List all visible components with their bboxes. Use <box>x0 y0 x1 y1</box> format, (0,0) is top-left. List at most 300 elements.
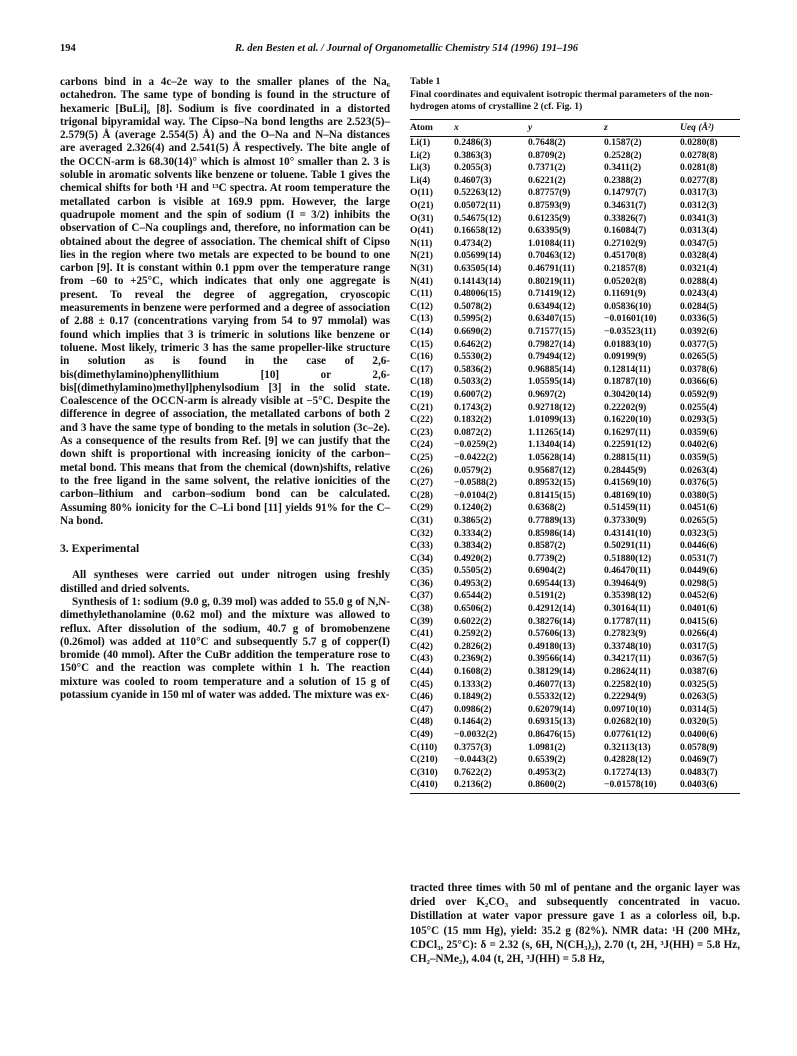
value-cell: 0.86476(15) <box>528 729 576 740</box>
value-cell: 0.5530(2) <box>454 351 492 363</box>
value-cell: 0.09710(10) <box>604 703 652 715</box>
table-row <box>410 162 740 175</box>
atom-cell: C(13) <box>410 313 433 325</box>
table-row <box>410 465 740 478</box>
table-row <box>410 452 740 465</box>
table-row <box>410 729 740 742</box>
value-cell: 0.69315(13) <box>528 716 576 728</box>
value-cell: 0.28445(9) <box>604 464 647 476</box>
value-cell: 0.4607(3) <box>454 174 492 186</box>
value-cell: 0.0313(4) <box>680 225 718 237</box>
value-cell: 0.1849(2) <box>454 691 492 703</box>
value-cell: 0.41569(10) <box>604 477 652 489</box>
atom-cell: C(17) <box>410 363 433 375</box>
value-cell: 0.42912(14) <box>528 603 576 615</box>
value-cell: 0.46077(13) <box>528 678 576 690</box>
value-cell: 0.0320(5) <box>680 716 718 728</box>
table-row <box>410 225 740 238</box>
atom-cell: C(23) <box>410 426 433 438</box>
value-cell: 0.5995(2) <box>454 313 492 325</box>
atom-cell: Li(2) <box>410 149 431 161</box>
value-cell: 0.8709(2) <box>528 149 566 161</box>
value-cell: −0.01578(10) <box>604 779 680 793</box>
value-cell: 0.0284(5) <box>680 300 718 312</box>
value-cell: 0.0278(8) <box>680 149 718 161</box>
atom-cell: C(44) <box>410 666 433 678</box>
value-cell: 0.0872(2) <box>454 426 492 438</box>
value-cell: 0.87757(9) <box>528 187 571 199</box>
value-cell: 0.45170(8) <box>604 250 647 262</box>
value-cell: 0.0579(2) <box>454 464 492 476</box>
value-cell: 0.0323(5) <box>680 527 718 539</box>
page-number: 194 <box>60 43 76 54</box>
value-cell: 0.7371(2) <box>528 162 566 174</box>
value-cell: 0.16220(10) <box>604 414 652 426</box>
value-cell: −0.0032(2) <box>454 729 498 740</box>
value-cell: 0.0312(3) <box>680 200 718 212</box>
value-cell: 0.0400(6) <box>680 729 718 740</box>
value-cell: 1.05595(14) <box>528 376 576 388</box>
value-cell: 0.69544(13) <box>528 577 576 589</box>
body-paragraph-general: All syntheses were carried out under nitrogen using freshly distilled and dried solvents. <box>60 569 390 595</box>
value-cell: 0.0277(8) <box>680 174 718 186</box>
value-cell: 0.34631(7) <box>604 200 647 212</box>
atom-cell: C(38) <box>410 603 433 615</box>
column-header: Atom <box>410 119 454 137</box>
value-cell: 0.02682(10) <box>604 716 652 728</box>
value-cell: 0.14143(14) <box>454 275 502 287</box>
value-cell: 0.95687(12) <box>528 464 576 476</box>
value-cell: 0.38276(14) <box>528 615 576 627</box>
table-row <box>410 288 740 301</box>
value-cell: 0.1608(2) <box>454 666 492 678</box>
value-cell: 0.22294(9) <box>604 691 647 703</box>
value-cell: 0.2369(2) <box>454 653 492 665</box>
atom-cell: C(47) <box>410 703 433 715</box>
table-label: Table 1 <box>410 76 441 87</box>
value-cell: 0.61235(9) <box>528 212 571 224</box>
value-cell: 0.42828(12) <box>604 754 652 766</box>
value-cell: 0.2826(2) <box>454 640 492 652</box>
value-cell: 0.28624(11) <box>604 666 651 678</box>
value-cell: 0.8587(2) <box>528 540 566 552</box>
atom-cell: C(12) <box>410 300 433 312</box>
table-row <box>410 276 740 289</box>
atom-cell: C(410) <box>410 779 454 793</box>
atom-cell: C(22) <box>410 414 433 426</box>
table-header-row <box>410 119 740 137</box>
value-cell: 0.37330(9) <box>604 514 647 526</box>
value-cell: 0.11691(9) <box>604 288 646 300</box>
atom-cell: N(21) <box>410 250 433 262</box>
value-cell: 0.18787(10) <box>604 376 652 388</box>
value-cell: 0.01883(10) <box>604 338 652 350</box>
atom-cell: C(16) <box>410 351 433 363</box>
atom-cell: C(34) <box>410 552 433 564</box>
table-row <box>410 767 740 780</box>
table-row <box>410 490 740 503</box>
value-cell: 1.01099(13) <box>528 414 576 426</box>
table-row <box>410 691 740 704</box>
table-row <box>410 364 740 377</box>
table-row <box>410 653 740 666</box>
value-cell: 0.0592(9) <box>680 388 718 400</box>
value-cell: 0.0359(6) <box>680 426 718 438</box>
value-cell: 0.0280(8) <box>680 137 718 149</box>
value-cell: 0.16658(12) <box>454 225 502 237</box>
value-cell: 0.0378(6) <box>680 363 718 375</box>
left-column <box>60 76 390 702</box>
value-cell: 0.0266(4) <box>680 628 718 640</box>
table-row <box>410 326 740 339</box>
value-cell: 0.17787(11) <box>604 615 651 627</box>
atom-cell: C(110) <box>410 741 438 753</box>
value-cell: −0.0104(2) <box>454 489 498 501</box>
value-cell: 0.2055(3) <box>454 162 492 174</box>
value-cell: 0.0255(4) <box>680 401 718 413</box>
value-cell: 0.0402(6) <box>680 439 718 451</box>
table-row <box>410 779 740 793</box>
value-cell: 0.30420(14) <box>604 388 652 400</box>
value-cell: 0.6462(2) <box>454 338 492 350</box>
atom-cell: C(39) <box>410 615 433 627</box>
atom-cell: O(21) <box>410 200 434 212</box>
value-cell: 0.0377(5) <box>680 338 718 350</box>
value-cell: 0.0317(3) <box>680 187 718 199</box>
value-cell: 0.05072(11) <box>454 200 501 212</box>
value-cell: 0.46470(11) <box>604 565 651 577</box>
value-cell: 0.5505(2) <box>454 565 492 577</box>
body-paragraph-continuation: tracted three times with 50 ml of pentane and the organic layer was dried over K₂CO₃ and subsequently concentrated in vacuo. Distillation at water vapor pressure gave 1 as a colorless oil, b.p. 105°C (15 mm Hg), yield: 35.2 g (82%). NMR data: ¹H (200 MHz, CDCl₃, 25°C): δ = 2.32 (s, 6H, N(CH₃)₂), 2.70 (t, 2H, ³J(HH) = 5.8 Hz, CH₂–NMe₂), 4.04 (t, 2H, ³J(HH) = 5.8 Hz, <box>410 882 740 966</box>
value-cell: 0.0367(5) <box>680 653 718 665</box>
value-cell: 0.43141(10) <box>604 527 652 539</box>
table-row <box>410 754 740 767</box>
table-row <box>410 528 740 541</box>
value-cell: 1.0981(2) <box>528 741 566 753</box>
value-cell: 0.0387(6) <box>680 666 718 678</box>
value-cell: 0.0380(5) <box>680 489 718 501</box>
value-cell: 0.57606(13) <box>528 628 576 640</box>
value-cell: 0.0298(5) <box>680 577 718 589</box>
value-cell: 0.62079(14) <box>528 703 576 715</box>
atom-cell: Li(4) <box>410 174 431 186</box>
table-row <box>410 213 740 226</box>
table-row <box>410 679 740 692</box>
column-header: z <box>604 119 680 137</box>
value-cell: 1.05628(14) <box>528 451 576 463</box>
value-cell: 0.0469(7) <box>680 754 718 766</box>
value-cell: 0.8600(2) <box>528 779 604 793</box>
value-cell: 0.6022(2) <box>454 615 492 627</box>
value-cell: 0.81415(15) <box>528 489 576 501</box>
value-cell: 0.51459(11) <box>604 502 651 514</box>
value-cell: 0.4734(2) <box>454 237 492 249</box>
value-cell: 0.9697(2) <box>528 388 566 400</box>
value-cell: 0.3757(3) <box>454 741 492 753</box>
value-cell: 0.14797(7) <box>604 187 647 199</box>
value-cell: 0.2528(2) <box>604 149 642 161</box>
value-cell: 0.77889(13) <box>528 514 576 526</box>
value-cell: 0.38129(14) <box>528 666 576 678</box>
atom-cell: C(37) <box>410 590 433 602</box>
table-row <box>410 742 740 755</box>
atom-cell: C(46) <box>410 691 433 703</box>
value-cell: 0.3334(2) <box>454 527 492 539</box>
value-cell: 0.0325(5) <box>680 678 718 690</box>
value-cell: 0.2592(2) <box>454 628 492 640</box>
value-cell: 0.39464(9) <box>604 577 647 589</box>
value-cell: 0.48006(15) <box>454 288 502 300</box>
value-cell: 0.49180(13) <box>528 640 576 652</box>
body-paragraph-synthesis: Synthesis of 1: sodium (9.0 g, 0.39 mol) was added to 55.0 g of N,N-dimethylethanolamine (0.62 mol) and the mixture was allowed to reflux. After dissolution of the sodium, 40.7 g of bromobenzene (0.26mol) was added at 110°C and subsequently 5.7 g of copper(I) bromide (40 mmol). After the CuBr addition the temperature rose to 150°C and the reaction was complete within 1 h. The reaction mixture was cooled to room temperature and a solution of 15 g of potassium cyanide in 150 ml of water was added. The mixture was ex- <box>60 595 390 702</box>
table-row <box>410 553 740 566</box>
value-cell: 0.39566(14) <box>528 653 576 665</box>
atom-cell: C(11) <box>410 288 433 300</box>
table-row <box>410 313 740 326</box>
value-cell: 0.54675(12) <box>454 212 502 224</box>
value-cell: 0.63505(14) <box>454 263 502 275</box>
value-cell: 0.4920(2) <box>454 552 492 564</box>
value-cell: 0.92718(12) <box>528 401 576 413</box>
value-cell: −0.0259(2) <box>454 439 498 451</box>
value-cell: 0.0376(5) <box>680 477 718 489</box>
atom-cell: C(32) <box>410 527 433 539</box>
table-row <box>410 628 740 641</box>
value-cell: −0.0443(2) <box>454 754 498 766</box>
table-row <box>410 565 740 578</box>
value-cell: 0.0243(4) <box>680 288 718 300</box>
table-row <box>410 137 740 150</box>
table-row <box>410 187 740 200</box>
value-cell: 0.32113(13) <box>604 741 651 753</box>
value-cell: 0.96885(14) <box>528 363 576 375</box>
value-cell: 0.3411(2) <box>604 162 642 174</box>
column-header: x <box>454 119 528 137</box>
table-row <box>410 339 740 352</box>
value-cell: 0.0293(5) <box>680 414 718 426</box>
value-cell: 0.6368(2) <box>528 502 566 514</box>
value-cell: 0.1587(2) <box>604 137 642 149</box>
value-cell: 0.89532(15) <box>528 477 576 489</box>
value-cell: 0.6690(2) <box>454 326 492 337</box>
table-row <box>410 351 740 364</box>
value-cell: 0.27823(9) <box>604 628 647 640</box>
value-cell: 0.1333(2) <box>454 678 492 690</box>
atom-cell: C(310) <box>410 766 438 778</box>
atom-cell: C(18) <box>410 376 433 388</box>
value-cell: 0.0265(5) <box>680 351 718 363</box>
atom-cell: C(25) <box>410 451 433 463</box>
atom-cell: C(48) <box>410 716 433 728</box>
value-cell: 0.63395(9) <box>528 225 571 237</box>
right-column-text <box>410 881 740 966</box>
running-header <box>60 43 736 59</box>
value-cell: 0.16297(11) <box>604 426 651 438</box>
value-cell: 0.71577(15) <box>528 326 576 337</box>
value-cell: 0.4953(2) <box>454 577 492 589</box>
table-row <box>410 540 740 553</box>
coordinates-table <box>410 119 740 794</box>
atom-cell: N(11) <box>410 237 433 249</box>
value-cell: 0.22582(10) <box>604 678 652 690</box>
value-cell: 0.21857(8) <box>604 263 647 275</box>
atom-cell: Li(3) <box>410 162 431 174</box>
value-cell: 0.0446(6) <box>680 540 718 552</box>
atom-cell: C(210) <box>410 754 438 766</box>
table-row <box>410 301 740 314</box>
value-cell: 0.6544(2) <box>454 590 492 602</box>
value-cell: 0.50291(11) <box>604 540 651 552</box>
value-cell: 0.0347(5) <box>680 237 718 249</box>
value-cell: 0.0263(4) <box>680 464 718 476</box>
value-cell: −0.01601(10) <box>604 313 657 325</box>
value-cell: 0.07761(12) <box>604 729 652 740</box>
value-cell: 0.52263(12) <box>454 187 502 199</box>
table-row <box>410 150 740 163</box>
value-cell: 0.0321(4) <box>680 263 718 275</box>
table-row <box>410 238 740 251</box>
value-cell: 0.5078(2) <box>454 300 492 312</box>
table-caption: Final coordinates and equivalent isotropic thermal parameters of the non-hydrogen atoms of crystalline 2 (cf. Fig. 1) <box>410 88 713 112</box>
value-cell: 0.0452(6) <box>680 590 718 602</box>
value-cell: 0.12814(11) <box>604 363 651 375</box>
value-cell: 0.63407(15) <box>528 313 576 325</box>
body-paragraph-results: carbons bind in a 4c–2e way to the smaller planes of the Na₆ octahedron. The same type of bonding is found in the structure of hexameric [BuLi]₆ [8]. Sodium is five coordinated in a distorted trigonal bipyramidal way. The Cipso–Na bond lengths are 2.523(5)–2.579(5) Å (average 2.554(5) Å) and the O–Na and N–Na distances are averaged 2.326(4) and 2.541(5) Å respectively. The bite angle of the OCCN-arm is 68.30(14)° which is almost 10° smaller than 2. 3 is soluble in aromatic solvents like benzene or toluene. Table 1 gives the chemical shifts for both ¹H and ¹³C spectra. At room temperature the metallated carbon is visible at 169.9 ppm. However, the large quadrupole moment and the spin of sodium (I = 3/2) inhibits the observation of C–Na couplings and, therefore, no information can be obtained about the degree of association. The chemical shift of Cipso lies in the region where two metals are expected to be bound to one carbon [9]. It is constant within 0.1 ppm over the temperature range from −60 to +25°C, which indicates that only one aggregate is present. To reveal the degree of aggregation, cryoscopic measurements in benzene were performed and a degree of association of 2.88 ± 0.17 (concentrations varying from 54 to 97 mmolal) was found which implies that 3 is trimeric in solutions like benzene or toluene. Most likely, trimeric 3 has the same propeller-like structure in solution as is found in the case of 2,6-bis(dimethylamino)phenyllithium [10] or 2,6-bis[(dimethylamino)methyl]phenylsodium [3] in the solid state. Coalescence of the OCCN-arm is already visible at −5°C. Despite the difference in degree of association, the metallated carbons of both 2 and 3 have the same type of bonding to the metals in solution (3c–2e). As a consequence of the results from Ref. [9] we can justify that the down shift is proportional with increasing ionicity of the carbon–metal bond. This means that from the chemical (down)shifts, relative to the free ligand in the same solvent, the relative ionicities of the carbon–lithium and carbon–sodium bond can be calculated. Assuming 80% ionicity for the C–Li bond [11] yields 91% for the C–Na bond. <box>60 76 390 527</box>
table-row <box>410 376 740 389</box>
value-cell: 0.0263(5) <box>680 691 718 703</box>
table-row <box>410 502 740 515</box>
section-heading-experimental: 3. Experimental <box>60 542 140 556</box>
table-row <box>410 200 740 213</box>
table-row <box>410 578 740 591</box>
value-cell: 0.34217(11) <box>604 653 651 665</box>
value-cell: 0.05202(8) <box>604 275 647 287</box>
value-cell: 0.7739(2) <box>528 552 566 564</box>
running-title: R. den Besten et al. / Journal of Organometallic Chemistry 514 (1996) 191–196 <box>235 43 579 54</box>
value-cell: 0.0341(3) <box>680 212 718 224</box>
value-cell: 0.33826(7) <box>604 212 647 224</box>
value-cell: 0.55332(12) <box>528 691 576 703</box>
value-cell: 0.0451(6) <box>680 502 718 514</box>
value-cell: 0.0403(6) <box>680 779 740 793</box>
value-cell: 0.28815(11) <box>604 451 651 463</box>
value-cell: 0.6007(2) <box>454 388 492 400</box>
table-row <box>410 641 740 654</box>
value-cell: 0.7622(2) <box>454 766 492 778</box>
value-cell: 0.70463(12) <box>528 250 576 262</box>
value-cell: 0.0265(5) <box>680 514 718 526</box>
value-cell: 0.4953(2) <box>528 766 566 778</box>
value-cell: 0.05699(14) <box>454 250 502 262</box>
value-cell: 0.0288(4) <box>680 275 718 287</box>
table-row <box>410 716 740 729</box>
atom-cell: O(41) <box>410 225 434 237</box>
value-cell: 1.11265(14) <box>528 426 575 438</box>
value-cell: 0.0415(6) <box>680 615 718 627</box>
value-cell: 0.79827(14) <box>528 338 576 350</box>
value-cell: 0.87593(9) <box>528 200 571 212</box>
value-cell: 0.71419(12) <box>528 288 576 300</box>
value-cell: 0.0328(4) <box>680 250 718 262</box>
atom-cell: C(14) <box>410 326 433 337</box>
value-cell: 0.09199(9) <box>604 351 647 363</box>
atom-cell: C(49) <box>410 729 433 740</box>
value-cell: 0.48169(10) <box>604 489 652 501</box>
value-cell: 0.79494(12) <box>528 351 576 363</box>
value-cell: 0.0336(5) <box>680 313 718 325</box>
column-header: y <box>528 119 604 137</box>
table-row <box>410 263 740 276</box>
value-cell: 0.6539(2) <box>528 754 566 766</box>
value-cell: 0.3865(2) <box>454 514 492 526</box>
value-cell: 0.1464(2) <box>454 716 492 728</box>
column-header: Ueq (Å²) <box>680 119 740 137</box>
value-cell: 0.0392(6) <box>680 326 718 337</box>
table-row <box>410 175 740 188</box>
atom-cell: C(28) <box>410 489 433 501</box>
table-row <box>410 414 740 427</box>
value-cell: 0.0483(7) <box>680 766 718 778</box>
value-cell: 0.6221(2) <box>528 174 566 186</box>
atom-cell: O(11) <box>410 187 433 199</box>
atom-cell: C(27) <box>410 477 433 489</box>
atom-cell: C(36) <box>410 577 433 589</box>
value-cell: 0.0366(6) <box>680 376 718 388</box>
atom-cell: C(15) <box>410 338 433 350</box>
atom-cell: C(41) <box>410 628 433 640</box>
value-cell: 0.63494(12) <box>528 300 576 312</box>
value-cell: 0.0359(5) <box>680 451 718 463</box>
value-cell: 0.85986(14) <box>528 527 576 539</box>
table-row <box>410 250 740 263</box>
table-row <box>410 666 740 679</box>
value-cell: 0.17274(13) <box>604 766 652 778</box>
value-cell: 0.3834(2) <box>454 540 492 552</box>
value-cell: 0.0531(7) <box>680 552 718 564</box>
table-row <box>410 477 740 490</box>
table-row <box>410 704 740 717</box>
value-cell: 0.22202(9) <box>604 401 647 413</box>
table-row <box>410 515 740 528</box>
value-cell: 0.33748(10) <box>604 640 652 652</box>
value-cell: 0.80219(11) <box>528 275 575 287</box>
value-cell: 0.1240(2) <box>454 502 492 514</box>
value-cell: 0.5836(2) <box>454 363 492 375</box>
table-1 <box>410 76 740 794</box>
value-cell: 0.5033(2) <box>454 376 492 388</box>
atom-cell: C(45) <box>410 678 433 690</box>
value-cell: 0.7648(2) <box>528 137 566 149</box>
value-cell: 1.13404(14) <box>528 439 576 451</box>
value-cell: 0.3863(3) <box>454 149 492 161</box>
value-cell: 0.35398(12) <box>604 590 652 602</box>
table-row <box>410 439 740 452</box>
value-cell: −0.0588(2) <box>454 477 498 489</box>
atom-cell: C(19) <box>410 388 433 400</box>
atom-cell: C(21) <box>410 401 433 413</box>
value-cell: 0.16084(7) <box>604 225 647 237</box>
table-row <box>410 427 740 440</box>
atom-cell: C(43) <box>410 653 433 665</box>
value-cell: 0.1832(2) <box>454 414 492 426</box>
value-cell: 0.05836(10) <box>604 300 652 312</box>
value-cell: 0.2136(2) <box>454 779 528 793</box>
atom-cell: C(31) <box>410 514 433 526</box>
value-cell: 0.2486(3) <box>454 137 492 149</box>
atom-cell: C(35) <box>410 565 433 577</box>
value-cell: 0.2388(2) <box>604 174 642 186</box>
value-cell: 0.0314(5) <box>680 703 718 715</box>
